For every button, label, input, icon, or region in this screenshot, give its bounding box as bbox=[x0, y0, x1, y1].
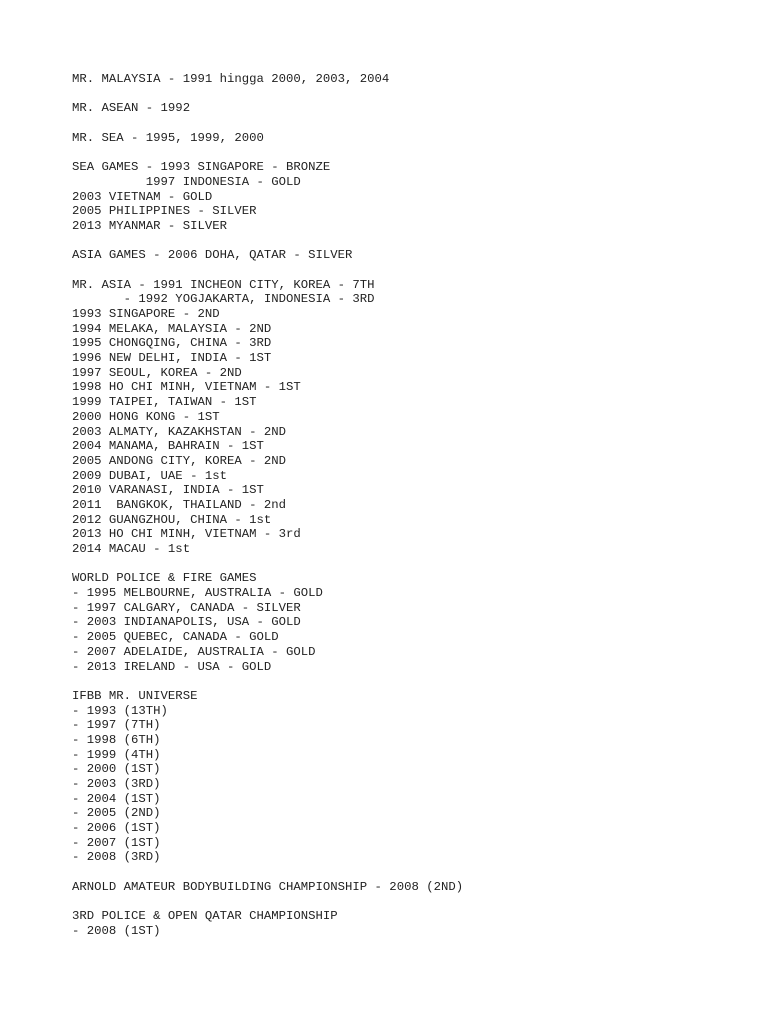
document-body bbox=[72, 72, 752, 939]
text-line: 2000 HONG KONG - 1ST bbox=[72, 409, 220, 424]
text-line bbox=[72, 263, 752, 278]
text-line: 1997 INDONESIA - GOLD bbox=[72, 174, 301, 189]
text-line bbox=[72, 116, 752, 131]
text-line: 1998 HO CHI MINH, VIETNAM - 1ST bbox=[72, 380, 301, 395]
text-line: - 1995 MELBOURNE, AUSTRALIA - GOLD bbox=[72, 586, 323, 601]
text-line: 2013 HO CHI MINH, VIETNAM - 3rd bbox=[72, 527, 301, 542]
text-line bbox=[72, 674, 752, 689]
text-line: 2005 ANDONG CITY, KOREA - 2ND bbox=[72, 453, 287, 468]
text-line: - 2007 (1ST) bbox=[72, 835, 161, 850]
text-line: 2014 MACAU - 1st bbox=[72, 542, 191, 556]
text-line: - 1992 YOGJAKARTA, INDONESIA - 3RD bbox=[72, 292, 375, 307]
text-line: 2003 ALMATY, KAZAKHSTAN - 2ND bbox=[72, 424, 287, 439]
text-line bbox=[72, 234, 752, 249]
text-line bbox=[72, 145, 752, 160]
text-line: 2003 VIETNAM - GOLD bbox=[72, 189, 213, 204]
text-line bbox=[72, 865, 752, 880]
text-line: - 2004 (1ST) bbox=[72, 791, 161, 806]
text-line: ASIA GAMES - 2006 DOHA, QATAR - SILVER bbox=[72, 248, 353, 263]
text-line: - 1997 (7TH) bbox=[72, 718, 161, 733]
text-line: - 1999 (4TH) bbox=[72, 747, 161, 762]
text-line: WORLD POLICE & FIRE GAMES bbox=[72, 571, 257, 586]
text-line: 1993 SINGAPORE - 2ND bbox=[72, 307, 220, 321]
text-line: 2012 GUANGZHOU, CHINA - 1st bbox=[72, 512, 272, 527]
text-line: - 2007 ADELAIDE, AUSTRALIA - GOLD bbox=[72, 644, 316, 659]
text-line: 1996 NEW DELHI, INDIA - 1ST bbox=[72, 351, 272, 366]
text-line bbox=[72, 557, 752, 572]
text-line: - 2005 QUEBEC, CANADA - GOLD bbox=[72, 630, 279, 645]
text-line: - 2008 (1ST) bbox=[72, 923, 161, 938]
text-line: MR. MALAYSIA - 1991 hingga 2000, 2003, 2004 bbox=[72, 72, 390, 86]
text-line: - 2005 (2ND) bbox=[72, 806, 161, 821]
text-line: 1995 CHONGQING, CHINA - 3RD bbox=[72, 336, 272, 351]
text-line bbox=[72, 87, 752, 102]
text-line: - 2013 IRELAND - USA - GOLD bbox=[72, 659, 272, 674]
text-line: - 1998 (6TH) bbox=[72, 732, 161, 747]
text-line: 3RD POLICE & OPEN QATAR CHAMPIONSHIP bbox=[72, 909, 338, 924]
text-line: - 1997 CALGARY, CANADA - SILVER bbox=[72, 600, 301, 615]
text-line: 2011 BANGKOK, THAILAND - 2nd bbox=[72, 497, 287, 512]
text-line: - 2006 (1ST) bbox=[72, 821, 161, 836]
text-line: - 2008 (3RD) bbox=[72, 850, 161, 865]
text-line: 1997 SEOUL, KOREA - 2ND bbox=[72, 365, 242, 380]
text-line: MR. ASIA - 1991 INCHEON CITY, KOREA - 7TH bbox=[72, 277, 375, 292]
text-line: 1999 TAIPEI, TAIWAN - 1ST bbox=[72, 395, 257, 410]
text-line: IFBB MR. UNIVERSE bbox=[72, 688, 198, 703]
text-line: - 2003 INDIANAPOLIS, USA - GOLD bbox=[72, 615, 301, 630]
text-line: 1994 MELAKA, MALAYSIA - 2ND bbox=[72, 321, 272, 336]
text-line: 2009 DUBAI, UAE - 1st bbox=[72, 468, 227, 483]
text-line: - 2003 (3RD) bbox=[72, 777, 161, 791]
text-line: MR. ASEAN - 1992 bbox=[72, 101, 191, 116]
text-line: - 1993 (13TH) bbox=[72, 703, 168, 718]
text-line: MR. SEA - 1995, 1999, 2000 bbox=[72, 130, 264, 145]
text-line bbox=[72, 895, 752, 910]
text-line: ARNOLD AMATEUR BODYBUILDING CHAMPIONSHIP - 2008 (2ND) bbox=[72, 879, 464, 894]
text-line: 2013 MYANMAR - SILVER bbox=[72, 218, 227, 233]
text-line: - 2000 (1ST) bbox=[72, 762, 161, 777]
text-line: SEA GAMES - 1993 SINGAPORE - BRONZE bbox=[72, 160, 331, 175]
text-line: 2005 PHILIPPINES - SILVER bbox=[72, 204, 257, 219]
text-line: 2004 MANAMA, BAHRAIN - 1ST bbox=[72, 439, 264, 454]
text-line: 2010 VARANASI, INDIA - 1ST bbox=[72, 483, 264, 498]
